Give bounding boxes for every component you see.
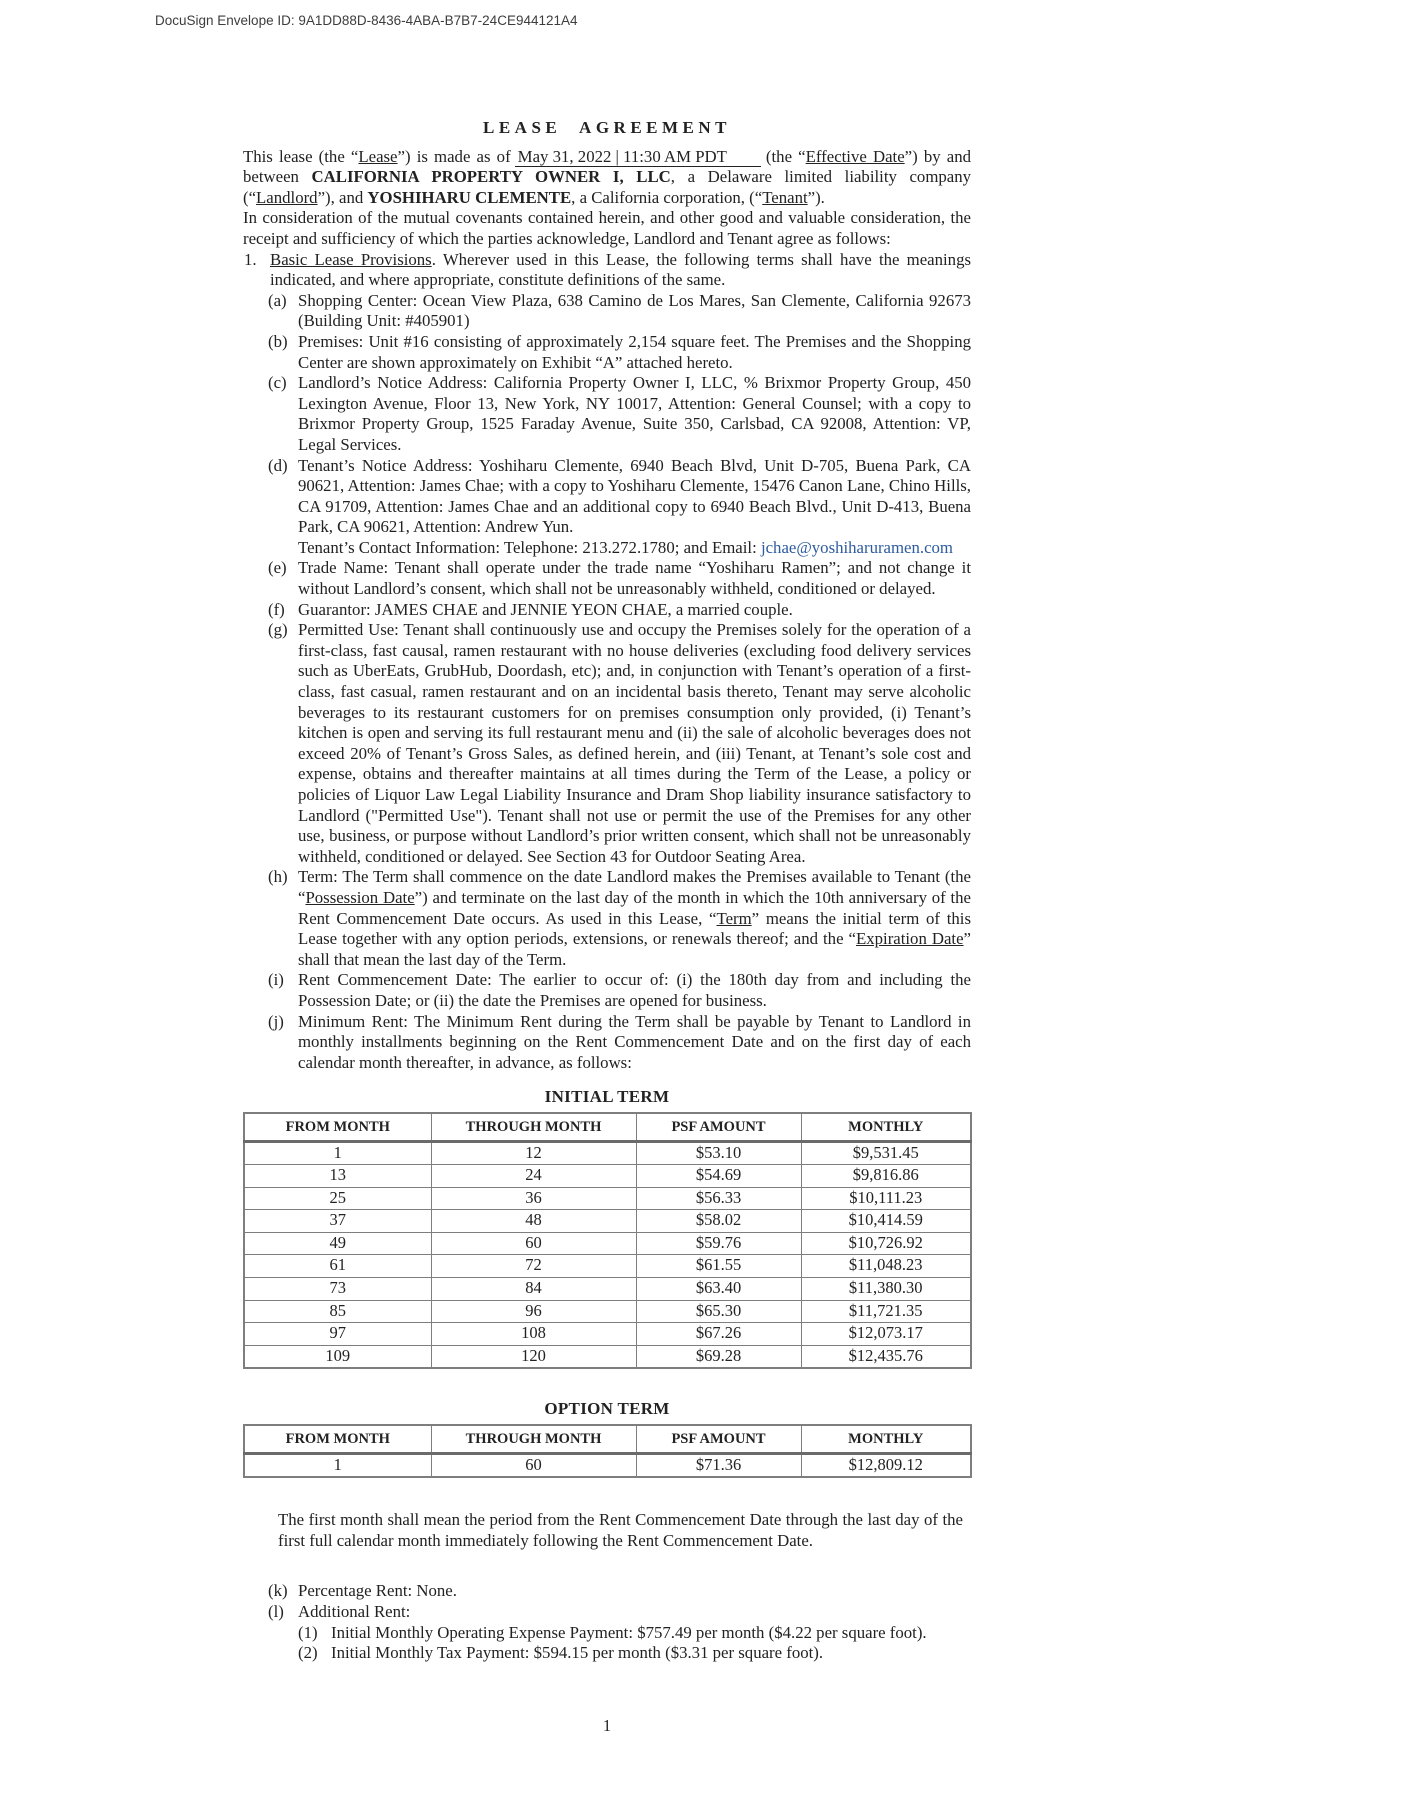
option-term-table bbox=[243, 1424, 972, 1478]
list-marker: (d) bbox=[268, 455, 288, 475]
intro-text: ”) is made as of bbox=[397, 146, 511, 166]
cell-psf: $69.28 bbox=[636, 1345, 801, 1368]
col-header-psf-amount: PSF AMOUNT bbox=[636, 1425, 801, 1453]
sub-item-j bbox=[243, 1012, 971, 1074]
defined-term-tenant: Tenant bbox=[762, 187, 808, 207]
section-heading-basic-lease-provisions: Basic Lease Provisions bbox=[270, 249, 432, 269]
page-title: LEASE AGREEMENT bbox=[482, 118, 731, 137]
cell-monthly: $9,816.86 bbox=[801, 1165, 971, 1188]
cell-through: 24 bbox=[431, 1165, 636, 1188]
cell-from: 13 bbox=[244, 1165, 431, 1188]
table-row bbox=[244, 1255, 971, 1278]
sub-item-text: Additional Rent: bbox=[298, 1602, 411, 1621]
intro-text: ”) by and between bbox=[243, 146, 972, 187]
sub-item-i bbox=[243, 970, 971, 1011]
document-body bbox=[243, 0, 971, 1664]
intro-text: , a California corporation, (“ bbox=[571, 187, 763, 207]
intro-text: , a Delaware limited liability company (“ bbox=[243, 167, 971, 207]
cell-from: 25 bbox=[244, 1187, 431, 1210]
sub-item-text: Shopping Center: Ocean View Plaza, 638 Camino de Los Mares, San Clemente, California 92673 (Building Unit: #405901) bbox=[298, 290, 971, 331]
sub-item-text: ” shall that mean the last day of the Term. bbox=[298, 929, 971, 969]
defined-term-possession-date: Possession Date bbox=[305, 887, 415, 907]
contact-text: Tenant’s Contact Information: Telephone: 213.272.1780; and Email: bbox=[298, 537, 761, 557]
table-header-row bbox=[244, 1113, 971, 1141]
effective-date-field: May 31, 2022 | 11:30 AM PDT bbox=[515, 148, 761, 167]
cell-monthly: $11,721.35 bbox=[801, 1300, 971, 1323]
tenant-email-link[interactable]: jchae@yoshiharuramen.com bbox=[760, 537, 953, 557]
list-marker: 1. bbox=[244, 249, 257, 269]
intro-text: (the “ bbox=[765, 146, 806, 166]
cell-psf: $53.10 bbox=[636, 1141, 801, 1165]
sub-item-f bbox=[243, 600, 971, 621]
cell-psf: $63.40 bbox=[636, 1278, 801, 1301]
cell-from: 1 bbox=[244, 1453, 431, 1477]
cell-through: 48 bbox=[431, 1210, 636, 1233]
option-term-title: OPTION TERM bbox=[544, 1399, 670, 1419]
sub-item-b bbox=[243, 332, 971, 373]
sub-item-text: Landlord’s Notice Address: California Property Owner I, LLC, % Brixmor Property Group, 450 Lexington Avenue, Floor 13, New York, NY 10017, Attention: General Counsel; with a copy to Brixmor Property Group, 1525 Faraday Avenue, Suite 350, Carlsbad, CA 92008, Attention: VP, Legal Services. bbox=[298, 373, 971, 454]
defined-term-effective-date: Effective Date bbox=[805, 146, 905, 166]
table-row bbox=[244, 1141, 971, 1165]
intro-text: ”), and bbox=[317, 187, 368, 207]
list-marker: (f) bbox=[268, 599, 285, 619]
table-row bbox=[244, 1345, 971, 1368]
list-marker: (e) bbox=[268, 558, 287, 578]
cell-from: 85 bbox=[244, 1300, 431, 1323]
nested-item-text: Initial Monthly Operating Expense Payment: $757.49 per month ($4.22 per square foot). bbox=[331, 1622, 927, 1642]
defined-term-landlord: Landlord bbox=[256, 187, 318, 207]
docusign-envelope-id: DocuSign Envelope ID: 9A1DD88D-8436-4ABA-B7B7-24CE944121A4 bbox=[155, 13, 578, 28]
nested-item-text: Initial Monthly Tax Payment: $594.15 per month ($3.31 per square foot). bbox=[331, 1643, 824, 1663]
defined-term-lease: Lease bbox=[358, 146, 398, 166]
col-header-through-month: THROUGH MONTH bbox=[431, 1425, 636, 1453]
landlord-name: CALIFORNIA PROPERTY OWNER I, LLC bbox=[311, 167, 671, 187]
sub-item-text: Guarantor: JAMES CHAE and JENNIE YEON CHAE, a married couple. bbox=[298, 599, 793, 619]
cell-psf: $65.30 bbox=[636, 1300, 801, 1323]
cell-psf: $58.02 bbox=[636, 1210, 801, 1233]
list-marker: (k) bbox=[268, 1581, 288, 1601]
sub-item-e bbox=[243, 558, 971, 599]
cell-through: 36 bbox=[431, 1187, 636, 1210]
sub-item-c bbox=[243, 373, 971, 455]
table-row bbox=[244, 1300, 971, 1323]
cell-psf: $59.76 bbox=[636, 1232, 801, 1255]
sub-item-text: Permitted Use: Tenant shall continuously use and occupy the Premises solely for the operation of a first-class, fast causal, ramen restaurant with no house deliveries (excluding food delivery services such as UberEats, GrubHub, Doordash, etc); and, in conjunction with Tenant’s operation of a first-class, fast casual, ramen restaurant and on an incidental basis thereto, Tenant may serve alcoholic beverages to its restaurant customers for on premises consumption only provided, (i) Tenant’s kitchen is open and serving its full restaurant menu and (ii) the sale of alcoholic beverages does not exceed 20% of Tenant’s Gross Sales, as defined herein, and (iii) Tenant, at Tenant’s sole cost and expense, obtains and thereafter maintains at all times during the Term of the Lease, a policy or policies of Liquor Law Legal Liability Insurance and Dram Shop liability insurance satisfactory to Landlord ("Permitted Use"). Tenant shall not use or permit the use of the Premises for any other use, business, or purpose without Landlord’s prior written consent, which shall not be unreasonably withheld, conditioned or delayed. See Section 43 for Outdoor Seating Area. bbox=[298, 620, 971, 866]
list-marker: (j) bbox=[268, 1011, 284, 1031]
cell-psf: $67.26 bbox=[636, 1323, 801, 1346]
sub-item-text: Percentage Rent: None. bbox=[298, 1581, 457, 1601]
list-marker: (g) bbox=[268, 620, 288, 640]
table-row bbox=[244, 1165, 971, 1188]
cell-monthly: $12,073.17 bbox=[801, 1323, 971, 1346]
cell-from: 61 bbox=[244, 1255, 431, 1278]
cell-through: 108 bbox=[431, 1323, 636, 1346]
cell-through: 12 bbox=[431, 1141, 636, 1165]
list-marker: (c) bbox=[268, 373, 287, 393]
table-row bbox=[244, 1232, 971, 1255]
cell-monthly: $11,380.30 bbox=[801, 1278, 971, 1301]
list-marker: (l) bbox=[268, 1602, 284, 1621]
sub-item-l bbox=[243, 1602, 971, 1623]
col-header-monthly: MONTHLY bbox=[801, 1113, 971, 1141]
cell-monthly: $10,414.59 bbox=[801, 1210, 971, 1233]
cell-monthly: $9,531.45 bbox=[801, 1141, 971, 1165]
sub-item-text: Trade Name: Tenant shall operate under the trade name “Yoshiharu Ramen”; and not change it without Landlord’s consent, which shall not be unreasonably withheld, conditioned or delayed. bbox=[298, 558, 971, 599]
cell-monthly: $12,435.76 bbox=[801, 1345, 971, 1368]
table-header-row bbox=[244, 1425, 971, 1453]
list-marker: (a) bbox=[268, 290, 287, 310]
consideration-paragraph: In consideration of the mutual covenants contained herein, and other good and valuable consideration, the receipt and sufficiency of which the parties acknowledge, Landlord and Tenant agree as follows: bbox=[243, 208, 971, 248]
col-header-monthly: MONTHLY bbox=[801, 1425, 971, 1453]
sub-item-text: ”) and terminate on the last day of the month in which the 10th anniversary of the Rent Commencement Date occurs. As used in this Lease, “ bbox=[298, 887, 971, 928]
col-header-from-month: FROM MONTH bbox=[244, 1113, 431, 1141]
cell-monthly: $10,726.92 bbox=[801, 1232, 971, 1255]
cell-psf: $71.36 bbox=[636, 1453, 801, 1477]
sub-item-text: Term: The Term shall commence on the date Landlord makes the Premises available to Tenant (the “ bbox=[298, 867, 971, 907]
defined-term-term: Term bbox=[716, 908, 752, 928]
cell-monthly: $10,111.23 bbox=[801, 1187, 971, 1210]
cell-from: 37 bbox=[244, 1210, 431, 1233]
sub-item-text: ” means the initial term of this Lease together with any option periods, extensions, or renewals thereof; and the “ bbox=[298, 908, 971, 949]
first-month-note: The first month shall mean the period from the Rent Commencement Date through the last day of the first full calendar month immediately following the Rent Commencement Date. bbox=[278, 1510, 963, 1550]
nested-item-1 bbox=[243, 1623, 971, 1644]
sub-item-text: Tenant’s Notice Address: Yoshiharu Clemente, 6940 Beach Blvd, Unit D-705, Buena Park, CA 90621, Attention: James Chae; with a copy to Yoshiharu Clemente, 15476 Canon Lane, Chino Hills, CA 91709, Attention: James Chae and an additional copy to 6940 Beach Blvd., Unit D-413, Buena Park, CA 90621, Attention: Andrew Yun. bbox=[298, 455, 971, 537]
list-marker: (i) bbox=[268, 970, 284, 990]
cell-through: 96 bbox=[431, 1300, 636, 1323]
tenant-name: YOSHIHARU CLEMENTE bbox=[367, 187, 572, 207]
cell-psf: $54.69 bbox=[636, 1165, 801, 1188]
cell-monthly: $11,048.23 bbox=[801, 1255, 971, 1278]
initial-term-title: INITIAL TERM bbox=[544, 1087, 670, 1107]
intro-text: ”). bbox=[807, 187, 825, 207]
nested-item-2 bbox=[243, 1643, 971, 1664]
tenant-contact-line bbox=[243, 538, 971, 559]
list-marker: (2) bbox=[298, 1643, 318, 1663]
cell-psf: $61.55 bbox=[636, 1255, 801, 1278]
table-row bbox=[244, 1187, 971, 1210]
sub-item-g bbox=[243, 620, 971, 867]
cell-through: 60 bbox=[431, 1453, 636, 1477]
intro-paragraph bbox=[243, 147, 971, 209]
sub-item-text: Rent Commencement Date: The earlier to occur of: (i) the 180th day from and including the Possession Date; or (ii) the date the Premises are opened for business. bbox=[298, 970, 971, 1010]
col-header-from-month: FROM MONTH bbox=[244, 1425, 431, 1453]
sub-item-d bbox=[243, 456, 971, 538]
cell-from: 109 bbox=[244, 1345, 431, 1368]
col-header-through-month: THROUGH MONTH bbox=[431, 1113, 636, 1141]
list-marker: (1) bbox=[298, 1622, 318, 1642]
defined-term-expiration-date: Expiration Date bbox=[856, 929, 964, 949]
initial-term-table bbox=[243, 1112, 972, 1370]
cell-monthly: $12,809.12 bbox=[801, 1453, 971, 1477]
cell-from: 49 bbox=[244, 1232, 431, 1255]
table-row bbox=[244, 1453, 971, 1477]
cell-from: 73 bbox=[244, 1278, 431, 1301]
cell-through: 72 bbox=[431, 1255, 636, 1278]
table-row bbox=[244, 1278, 971, 1301]
cell-through: 60 bbox=[431, 1232, 636, 1255]
cell-through: 120 bbox=[431, 1345, 636, 1368]
sub-item-text: Premises: Unit #16 consisting of approximately 2,154 square feet. The Premises and the Shopping Center are shown approximately on Exhibit “A” attached hereto. bbox=[298, 331, 971, 372]
cell-through: 84 bbox=[431, 1278, 636, 1301]
section-text: . Wherever used in this Lease, the following terms shall have the meanings indicated, and where appropriate, constitute definitions of the same. bbox=[270, 249, 971, 290]
cell-from: 1 bbox=[244, 1141, 431, 1165]
intro-text: This lease (the “ bbox=[243, 146, 359, 166]
cell-from: 97 bbox=[244, 1323, 431, 1346]
sub-item-text: Minimum Rent: The Minimum Rent during the Term shall be payable by Tenant to Landlord in monthly installments beginning on the Rent Commencement Date and on the first day of each calendar month thereafter, in advance, as follows: bbox=[298, 1011, 971, 1072]
sub-item-k bbox=[243, 1581, 971, 1602]
sub-item-h bbox=[243, 867, 971, 970]
sub-item-a bbox=[243, 291, 971, 332]
list-marker: (b) bbox=[268, 331, 288, 351]
list-marker: (h) bbox=[268, 867, 288, 887]
table-row bbox=[244, 1323, 971, 1346]
table-row bbox=[244, 1210, 971, 1233]
cell-psf: $56.33 bbox=[636, 1187, 801, 1210]
list-item-1 bbox=[243, 250, 971, 291]
col-header-psf-amount: PSF AMOUNT bbox=[636, 1113, 801, 1141]
page-number: 1 bbox=[602, 1716, 612, 1735]
